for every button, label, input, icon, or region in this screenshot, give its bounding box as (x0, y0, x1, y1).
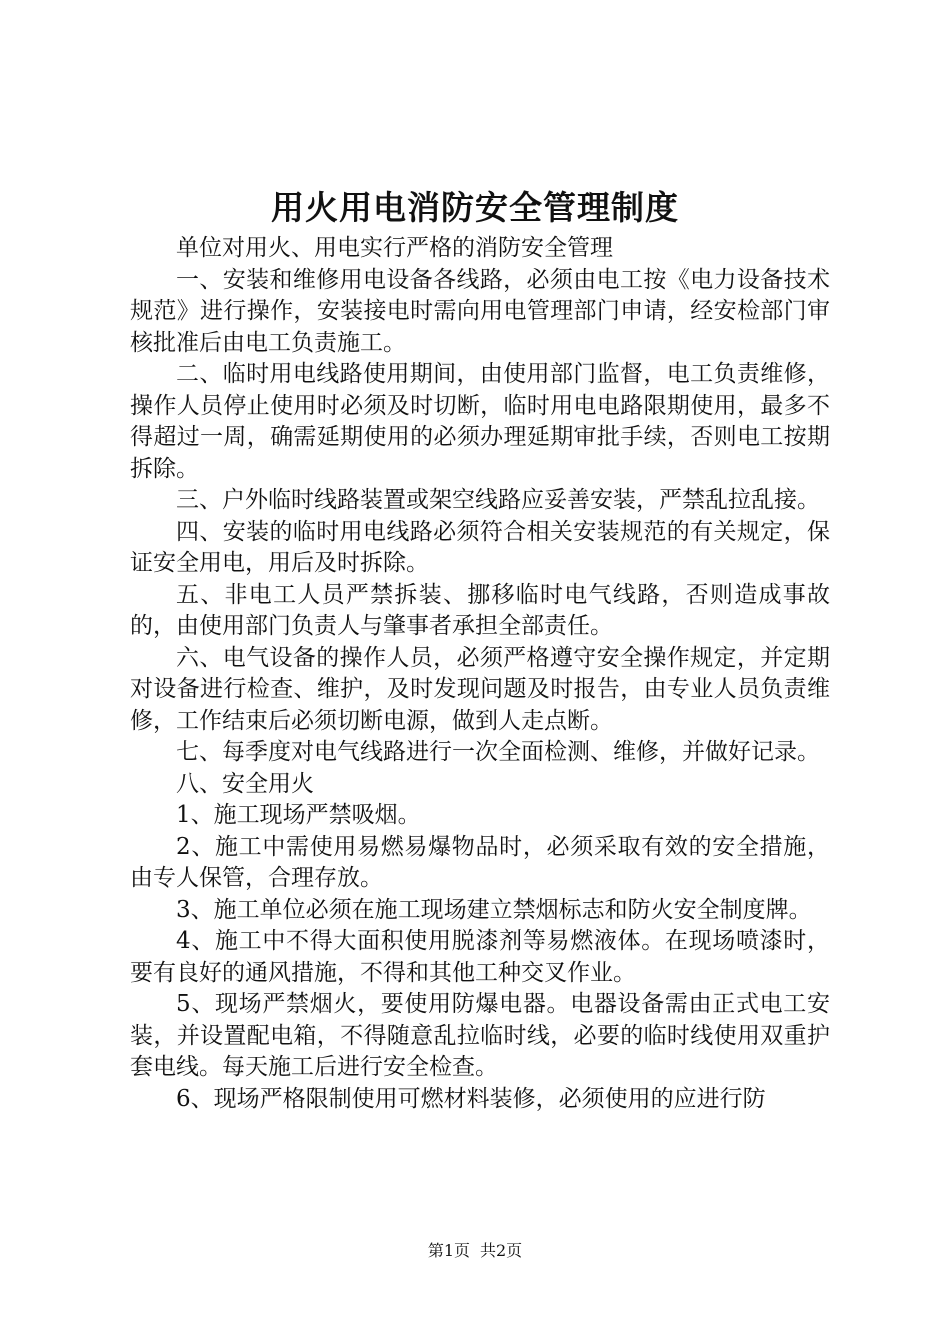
paragraph: 五、非电工人员严禁拆装、挪移临时电气线路，否则造成事故的，由使用部门负责人与肇事者承担全部责任。 (130, 581, 830, 639)
paragraph: 四、安装的临时用电线路必须符合相关安装规范的有关规定，保证安全用电，用后及时拆除。 (130, 518, 830, 576)
paragraph: 单位对用火、用电实行严格的消防安全管理 (176, 235, 613, 261)
paragraph: 5、现场严禁烟火，要使用防爆电器。电器设备需由正式电工安装，并设置配电箱，不得随意乱拉临时线，必要的临时线使用双重护套电线。每天施工后进行安全检查。 (130, 991, 830, 1080)
paragraph: 七、每季度对电气线路进行一次全面检测、维修，并做好记录。 (176, 739, 820, 765)
paragraph: 6、现场严格限制使用可燃材料装修，必须使用的应进行防 (176, 1085, 766, 1112)
paragraph: 二、临时用电线路使用期间，由使用部门监督，电工负责维修，操作人员停止使用时必须及时切断，临时用电电路限期使用，最多不得超过一周，确需延期使用的必须办理延期审批手续，否则电工按期拆除。 (130, 361, 830, 482)
document-body (130, 233, 830, 1115)
page-number: 第1页 (427, 1241, 470, 1260)
paragraph: 六、电气设备的操作人员，必须严格遵守安全操作规定，并定期对设备进行检查、维护，及时发现问题及时报告，由专业人员负责维修，工作结束后必须切断电源，做到人走点断。 (130, 644, 830, 734)
paragraph: 一、安装和维修用电设备各线路，必须由电工按《电力设备技术规范》进行操作，安装接电时需向用电管理部门申请，经安检部门审核批准后由电工负责施工。 (130, 266, 830, 356)
paragraph: 4、施工中不得大面积使用脱漆剂等易燃液体。在现场喷漆时，要有良好的通风措施，不得和其他工种交叉作业。 (130, 928, 830, 986)
page-footer (0, 1240, 950, 1262)
paragraph: 1、施工现场严禁吸烟。 (176, 802, 421, 828)
paragraph: 八、安全用火 (176, 770, 314, 797)
page-total: 共2页 (480, 1241, 523, 1260)
paragraph: 三、户外临时线路装置或架空线路应妥善安装，严禁乱拉乱接。 (176, 487, 820, 513)
paragraph: 2、施工中需使用易燃易爆物品时，必须采取有效的安全措施，由专人保管，合理存放。 (130, 833, 830, 891)
paragraph: 3、施工单位必须在施工现场建立禁烟标志和防火安全制度牌。 (176, 896, 812, 923)
document-title: 用火用电消防安全管理制度 (271, 188, 679, 227)
